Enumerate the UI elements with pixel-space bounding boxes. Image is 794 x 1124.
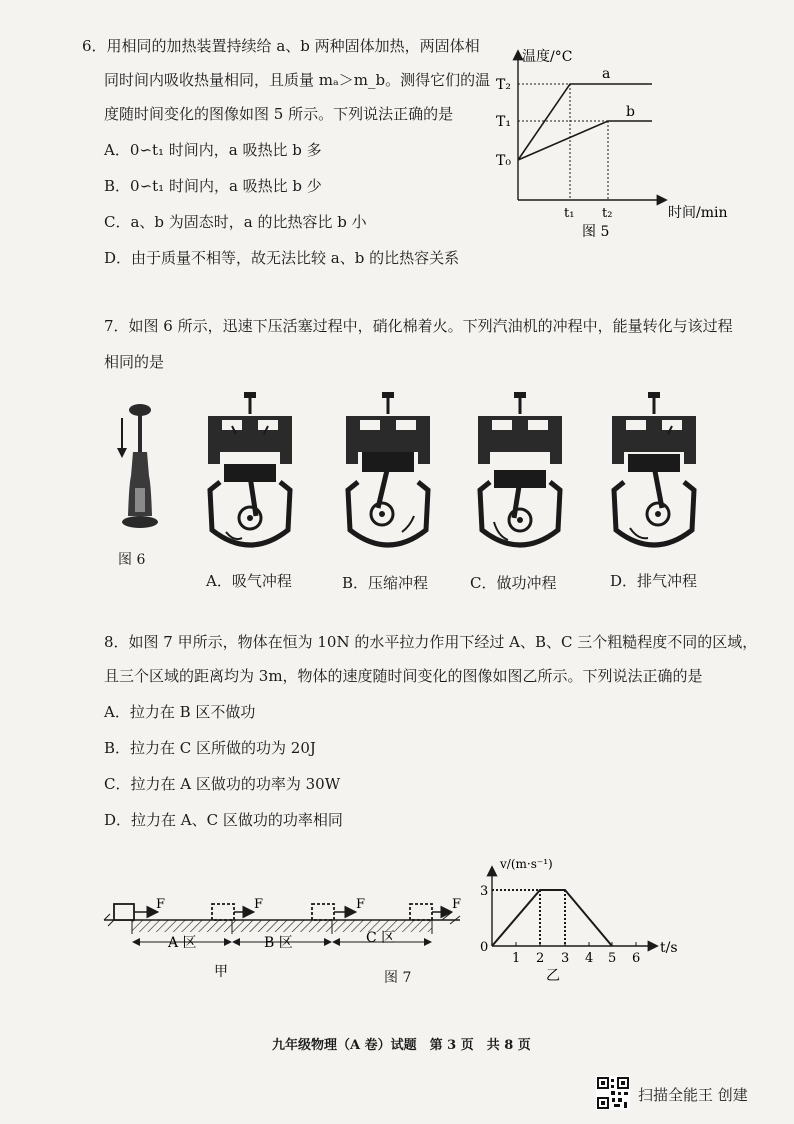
qr-code-icon: [596, 1076, 630, 1110]
crankcase: [348, 482, 428, 545]
press-arrow-head: [117, 448, 127, 458]
block-position-4: [410, 904, 432, 920]
stroke-label-d: D．排气冲程: [610, 572, 698, 590]
figure-7-jia-diagram: [102, 884, 472, 984]
fig7-jia-caption: 甲: [214, 964, 228, 980]
fig5-caption: 图 5: [582, 224, 610, 240]
piston-base: [122, 516, 158, 528]
cotton-cylinder-window: [135, 488, 145, 512]
figure-6-fire-piston: [112, 398, 164, 538]
cylinder-head: [208, 416, 292, 464]
stroke-label-b: B．压缩冲程: [342, 574, 429, 592]
fig7-x-tick-4: 4: [585, 951, 594, 966]
block-position-3: [312, 904, 334, 920]
q8-option-a: A．拉力在 B 区不做功: [104, 703, 256, 721]
figure-5-graph: [490, 40, 740, 240]
fig5-tick-x-t1: t₁: [564, 206, 575, 221]
page-footer: 九年级物理（A 卷）试题 第 3 页 共 8 页: [272, 1038, 531, 1053]
velocity-curve: [492, 890, 612, 946]
fig7-x-tick-3: 3: [561, 951, 570, 966]
engine-compression-stroke: [338, 392, 438, 552]
q7-line-2: 相同的是: [104, 353, 165, 371]
scanner-watermark: 扫描全能王 创建: [638, 1086, 748, 1104]
fig5-tick-t0: T₀: [496, 153, 511, 169]
fig7-x-label: t/s: [660, 940, 678, 956]
fig7-x-tick-2: 2: [536, 951, 545, 966]
fig7-x-tick-6: 6: [632, 951, 641, 966]
zone-b-label: B 区: [264, 935, 293, 951]
figure-7-yi-graph: [470, 852, 690, 984]
fig5-series-b-line: [518, 121, 652, 160]
fig7-caption: 图 7: [384, 970, 412, 986]
engine-intake-stroke: [200, 392, 300, 552]
block-start: [114, 904, 134, 920]
q8-option-d: D．拉力在 A、C 区做功的功率相同: [104, 811, 343, 829]
q8-line-2: 且三个区域的距离均为 3m，物体的速度随时间变化的图像如图乙所示。下列说法正确的是: [104, 667, 703, 685]
q7-line-1: 7．如图 6 所示，迅速下压活塞过程中，硝化棉着火。下列汽油机的冲程中，能量转化与该过程: [104, 317, 733, 335]
cylinder-head: [478, 416, 562, 464]
q6-line-1: 6．用相同的加热装置持续给 a、b 两种固体加热，两固体相: [82, 37, 480, 55]
q8-option-c: C．拉力在 A 区做功的功率为 30W: [104, 775, 341, 793]
fig7-x-tick-1: 1: [512, 951, 521, 966]
fig5-tick-t2: T₂: [496, 77, 511, 93]
fig7-y-label: v/(m·s⁻¹): [500, 857, 553, 871]
zone-c-label: C 区: [366, 930, 396, 946]
force-label-2: F: [254, 897, 264, 912]
q6-option-c: C．a、b 为固态时，a 的比热容比 b 小: [104, 213, 367, 231]
q6-option-a: A．0∽t₁ 时间内，a 吸热比 b 多: [104, 141, 322, 159]
fig5-tick-x-t2: t₂: [602, 206, 613, 221]
fig7-y-tick-3: 3: [480, 884, 489, 899]
fig5-y-label: 温度/°C: [522, 49, 573, 65]
force-label-1: F: [156, 897, 166, 912]
q6-line-3: 度随时间变化的图像如图 5 所示。下列说法正确的是: [104, 105, 454, 123]
fig7-x-tick-5: 5: [608, 951, 617, 966]
engine-exhaust-stroke: [604, 392, 704, 552]
fig5-series-a-label: a: [602, 66, 611, 82]
force-label-4: F: [452, 897, 462, 912]
q6-line-2: 同时间内吸收热量相同，且质量 mₐ＞m_b。测得它们的温: [104, 71, 491, 89]
q6-option-b: B．0∽t₁ 时间内，a 吸热比 b 少: [104, 177, 322, 195]
fig7-origin: 0: [480, 940, 489, 955]
block-position-2: [212, 904, 234, 920]
fig5-series-a-line: [518, 84, 652, 160]
stroke-label-c: C．做功冲程: [470, 574, 557, 592]
q8-option-b: B．拉力在 C 区所做的功为 20J: [104, 739, 316, 757]
fig5-tick-t1: T₁: [496, 114, 511, 130]
fig6-caption: 图 6: [118, 552, 146, 568]
zone-a-label: A 区: [168, 935, 197, 951]
q8-line-1: 8．如图 7 甲所示，物体在恒为 10N 的水平拉力作用下经过 A、B、C 三个粗糙程度不同的区域，: [104, 633, 758, 651]
fig5-series-b-label: b: [626, 104, 635, 120]
crankcase: [614, 482, 694, 545]
piston-rod: [138, 414, 142, 452]
fig7-yi-caption: 乙: [546, 968, 560, 984]
stroke-label-a: A．吸气冲程: [206, 572, 292, 590]
force-label-3: F: [356, 897, 366, 912]
engine-power-stroke: [470, 392, 570, 552]
fig5-x-label: 时间/min: [668, 205, 728, 221]
q6-option-d: D．由于质量不相等，故无法比较 a、b 的比热容关系: [104, 249, 460, 267]
